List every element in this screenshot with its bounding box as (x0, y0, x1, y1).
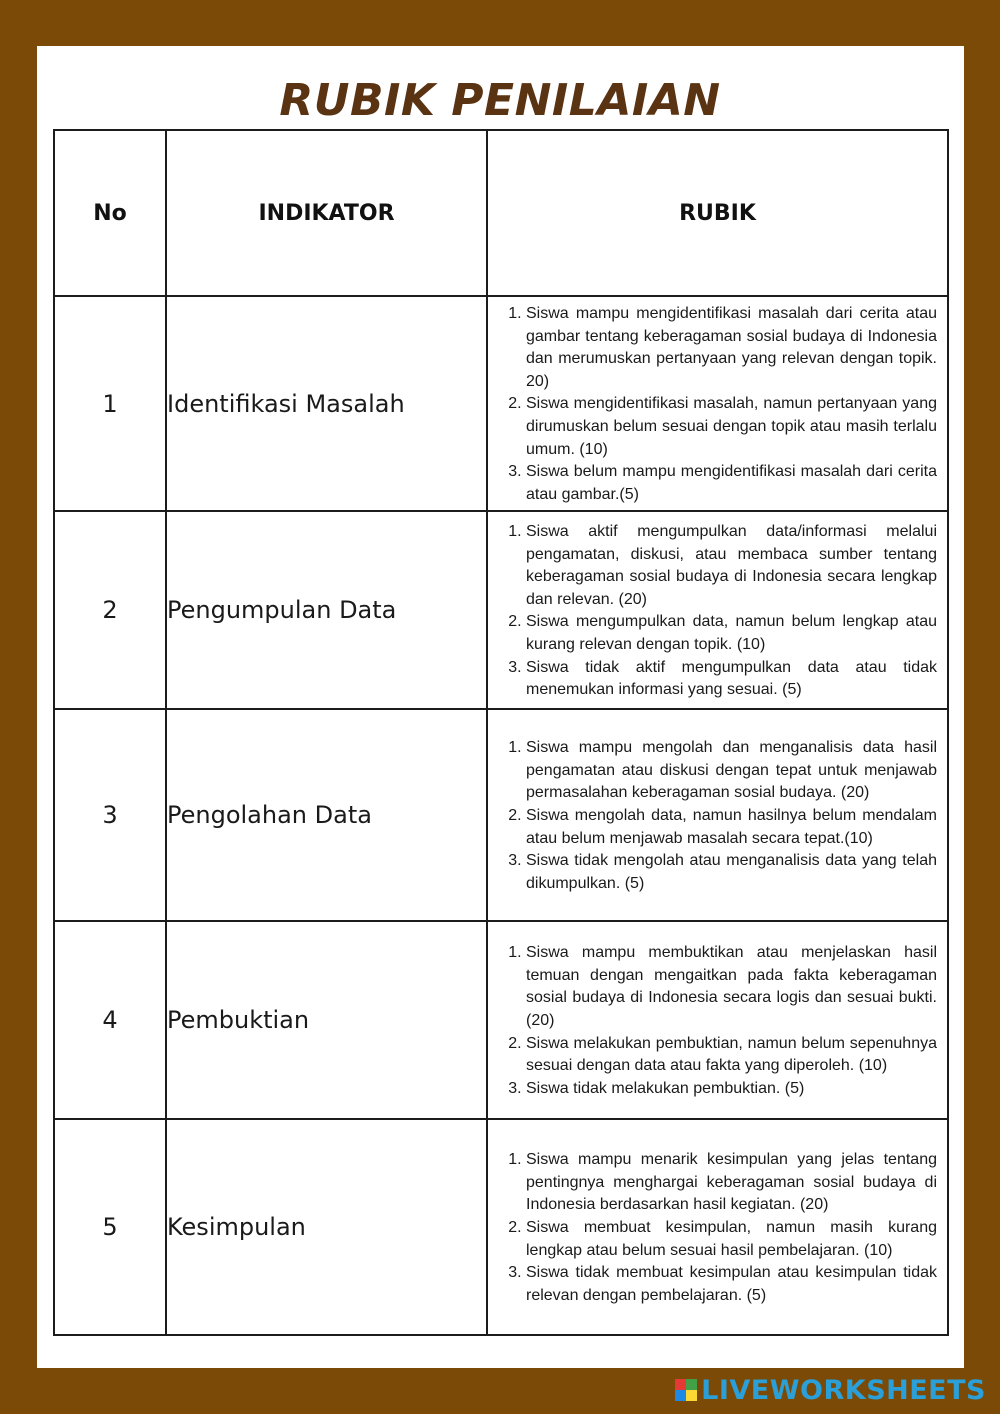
rubric-list (488, 1143, 947, 1311)
row-number: 3 (54, 709, 166, 921)
rubric-item: 3. Siswa tidak mengolah atau menganalisis data yang telah dikumpulkan. (5) (526, 850, 937, 895)
rubric-item: 1. Siswa mampu mengidentifikasi masalah dari cerita atau gambar tentang keberagaman sosial budaya di Indonesia dan merumuskan pertanyaan yang relevan dengan topik. 20) (526, 303, 937, 393)
header-rubric: RUBIK (487, 130, 948, 296)
liveworksheets-logo-icon (675, 1379, 697, 1401)
table-row (54, 296, 948, 511)
table-row (54, 709, 948, 921)
rubric-item: 3. Siswa tidak membuat kesimpulan atau kesimpulan tidak relevan dengan pembelajaran. (5) (526, 1262, 937, 1307)
row-number: 1 (54, 296, 166, 511)
rubric-item: 1. Siswa mampu membuktikan atau menjelaskan hasil temuan dengan mengaitkan pada fakta keberagaman sosial budaya di Indonesia secara logis dan sesuai bukti. (20) (526, 942, 937, 1032)
rubric-list (488, 936, 947, 1104)
table-row (54, 921, 948, 1119)
row-indicator: Pembuktian (166, 921, 487, 1119)
row-indicator: Pengumpulan Data (166, 511, 487, 709)
rubric-item: 1. Siswa aktif mengumpulkan data/informasi melalui pengamatan, diskusi, atau membaca sumber tentang keberagaman sosial budaya di Indonesia secara lengkap dan relevan. (20) (526, 521, 937, 611)
row-indicator: Pengolahan Data (166, 709, 487, 921)
header-no: No (54, 130, 166, 296)
rubric-item: 2. Siswa mengidentifikasi masalah, namun pertanyaan yang dirumuskan belum sesuai dengan topik atau masih terlalu umum. (10) (526, 393, 937, 461)
rubric-item: 2. Siswa mengolah data, namun hasilnya belum mendalam atau belum menjawab masalah secara tepat.(10) (526, 805, 937, 850)
rubric-item: 1. Siswa mampu mengolah dan menganalisis data hasil pengamatan atau diskusi dengan tepat untuk menjawab permasalahan keberagaman sosial budaya. (20) (526, 737, 937, 805)
row-indicator: Identifikasi Masalah (166, 296, 487, 511)
row-rubric (487, 709, 948, 921)
row-number: 4 (54, 921, 166, 1119)
rubric-item: 2. Siswa mengumpulkan data, namun belum lengkap atau kurang relevan dengan topik. (10) (526, 611, 937, 656)
table-row (54, 1119, 948, 1335)
row-rubric (487, 1119, 948, 1335)
row-rubric (487, 921, 948, 1119)
liveworksheets-footer[interactable] (675, 1372, 986, 1408)
liveworksheets-brand: LIVEWORKSHEETS (701, 1374, 986, 1406)
row-number: 2 (54, 511, 166, 709)
rubric-item: 3. Siswa tidak aktif mengumpulkan data atau tidak menemukan informasi yang sesuai. (5) (526, 657, 937, 702)
row-number: 5 (54, 1119, 166, 1335)
rubric-list (488, 297, 947, 510)
header-indicator: INDIKATOR (166, 130, 487, 296)
table-row (54, 511, 948, 709)
rubric-item: 3. Siswa tidak melakukan pembuktian. (5) (526, 1078, 937, 1101)
rubric-table (53, 129, 949, 1336)
rubric-item: 2. Siswa membuat kesimpulan, namun masih kurang lengkap atau belum sesuai hasil pembelajaran. (10) (526, 1217, 937, 1262)
rubric-list (488, 515, 947, 706)
rubric-item: 3. Siswa belum mampu mengidentifikasi masalah dari cerita atau gambar.(5) (526, 461, 937, 506)
table-header-row (54, 130, 948, 296)
page-title: RUBIK PENILAIAN (279, 75, 721, 126)
row-rubric (487, 296, 948, 511)
row-rubric (487, 511, 948, 709)
rubric-item: 1. Siswa mampu menarik kesimpulan yang jelas tentang pentingnya menghargai keberagaman sosial budaya di Indonesia berdasarkan hasil kegiatan. (20) (526, 1149, 937, 1217)
rubric-list (488, 731, 947, 899)
rubric-item: 2. Siswa melakukan pembuktian, namun belum sepenuhnya sesuai dengan data atau fakta yang diperoleh. (10) (526, 1033, 937, 1078)
row-indicator: Kesimpulan (166, 1119, 487, 1335)
